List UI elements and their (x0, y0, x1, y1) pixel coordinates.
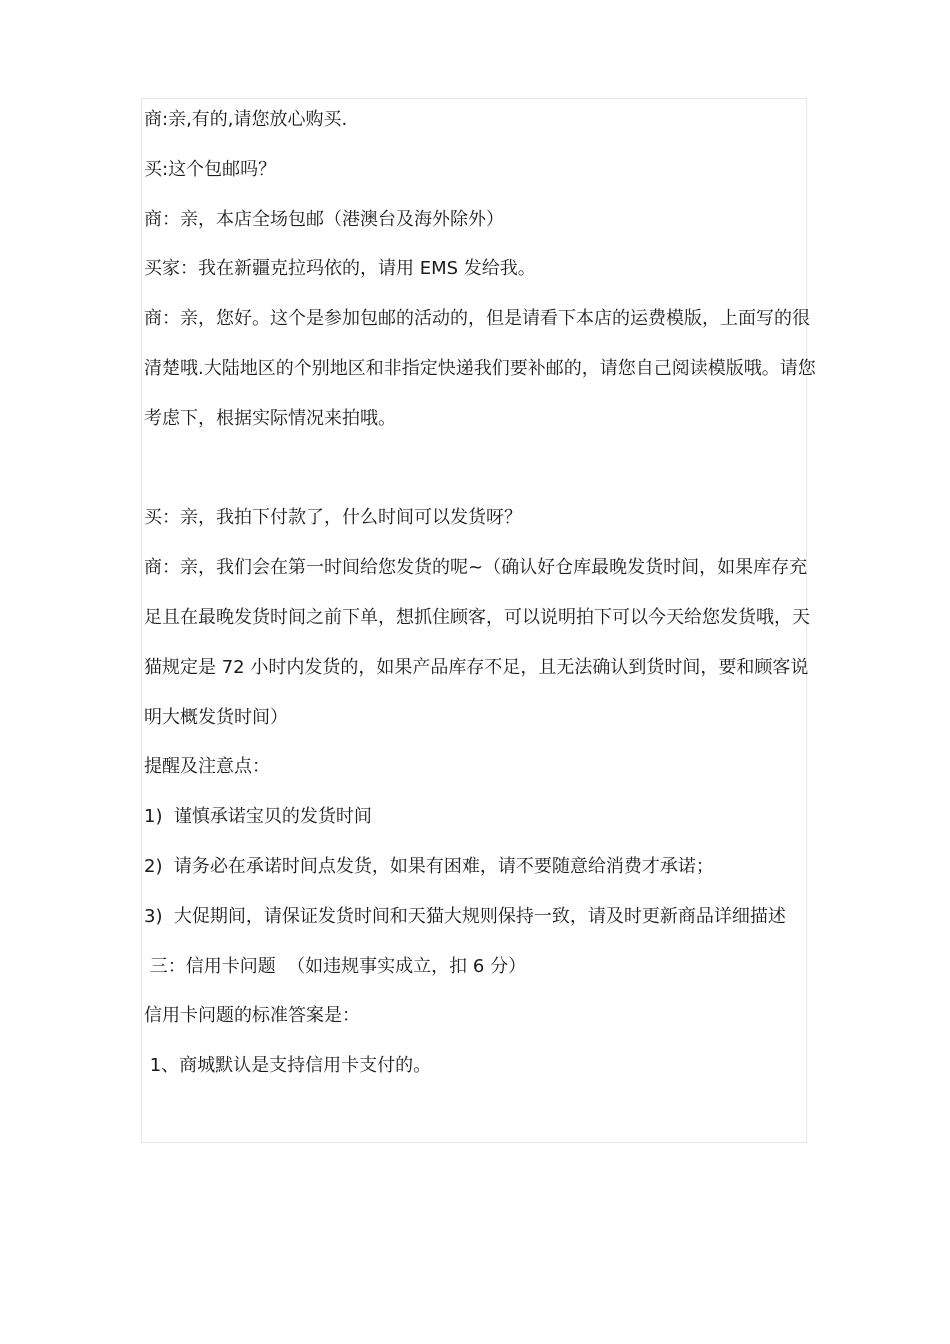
list-item: 1、商城默认是支持信用卡支付的。 (144, 1055, 432, 1077)
paragraph: 买家：我在新疆克拉玛依的，请用 EMS 发给我。 (144, 258, 536, 280)
paragraph: 提醒及注意点： (144, 756, 270, 778)
paragraph: 商：亲，我们会在第一时间给您发货的呢~（确认好仓库最晚发货时间，如果库存充足且在最晚发货时间之前下单，想抓住顾客，可以说明拍下可以今天给您发货哦，天猫规定是 72 小时内发货的，如果产品库存不足，且无法确认到货时间，要和顾客说明大概发货时间） (144, 557, 810, 728)
section-heading: 三：信用卡问题 （如违规事实成立，扣 6 分） (144, 955, 527, 977)
paragraph: 买：亲，我拍下付款了，什么时间可以发货呀？ (144, 507, 522, 529)
blank-line (144, 444, 816, 494)
document-body (144, 95, 816, 1091)
paragraph: 买:这个包邮吗？ (144, 158, 277, 180)
paragraph: 信用卡问题的标准答案是： (144, 1005, 360, 1027)
list-item: 2) 请务必在承诺时间点发货，如果有困难，请不要随意给消费才承诺； (144, 855, 714, 877)
paragraph: 商：亲，本店全场包邮（港澳台及海外除外） (144, 208, 504, 230)
paragraph: 商:亲,有的,请您放心购买. (144, 109, 348, 130)
paragraph: 商：亲，您好。这个是参加包邮的活动的，但是请看下本店的运费模版，上面写的很清楚哦.大陆地区的个别地区和非指定快递我们要补邮的，请您自己阅读模版哦。请您考虑下，根据实际情况来拍哦。 (144, 308, 816, 429)
list-item: 3) 大促期间，请保证发货时间和天猫大规则保持一致，请及时更新商品详细描述 (144, 905, 786, 927)
list-item: 1) 谨慎承诺宝贝的发货时间 (144, 806, 372, 828)
